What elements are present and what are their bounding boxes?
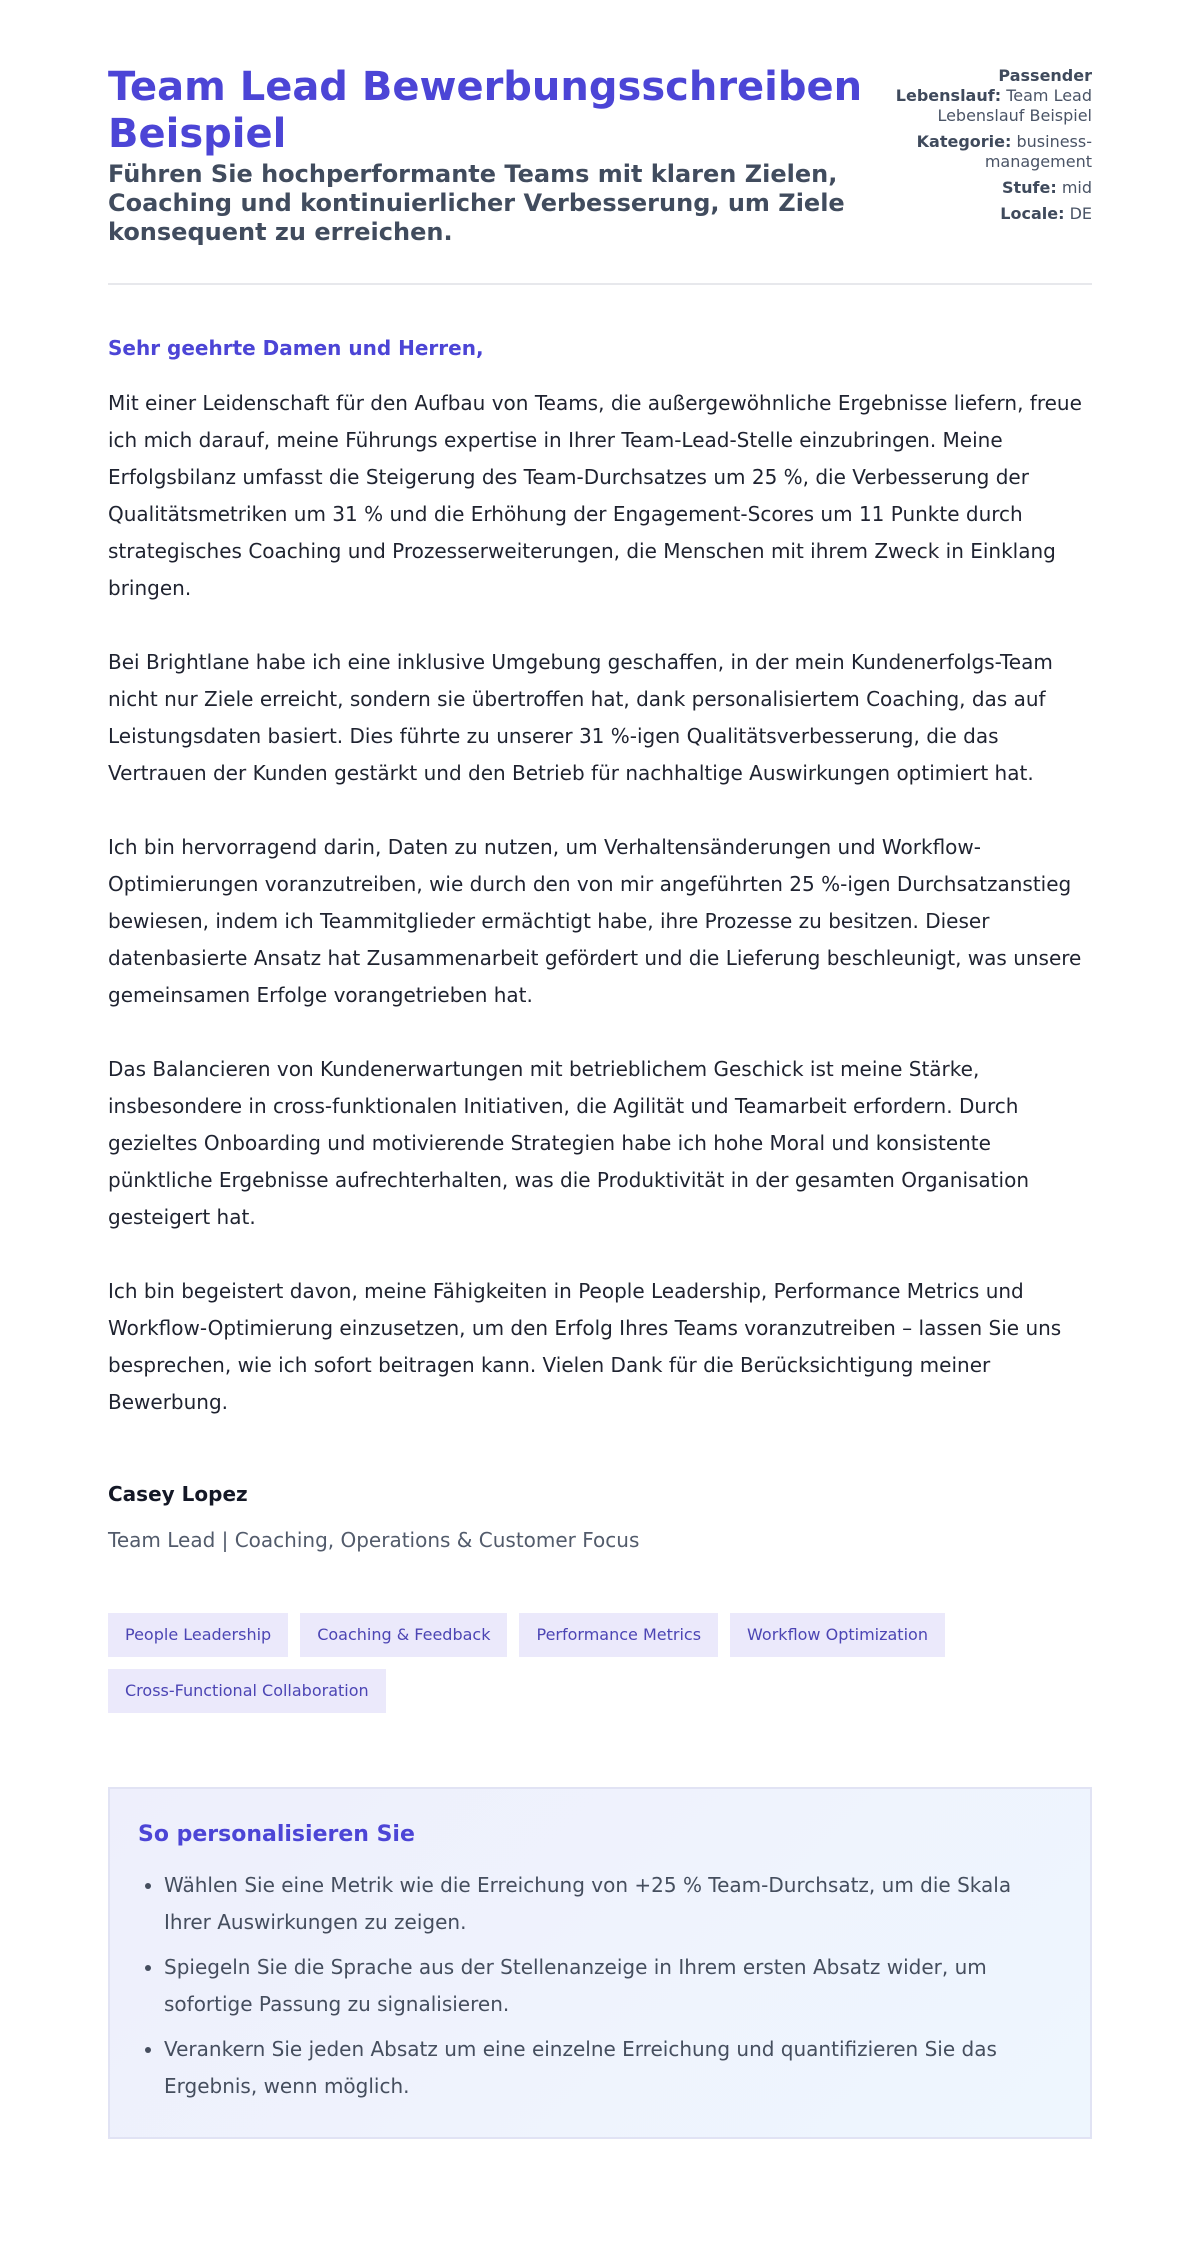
signature-name: Casey Lopez [108,1482,248,1506]
cover-letter [108,285,1092,1555]
tip-item: • Wählen Sie eine Metrik wie die Erreichung von +25 % Team-Durchsatz, um die Skala Ihrer Auswirkungen zu zeigen. [164,1867,1062,1941]
skill-tag: Cross-Functional Collaboration [108,1669,386,1713]
skill-tags [108,1613,1092,1713]
letter-paragraph: Bei Brightlane habe ich eine inklusive Umgebung geschaffen, in der mein Kundenerfolgs-Team nicht nur Ziele erreicht, sondern sie übertroffen hat, dank personalisiertem Coaching, das auf Leistungsdaten basiert. Dies führte zu unserer 31 %-igen Qualitätsverbesserung, die das Vertrauen der Kunden gestärkt und den Betrieb für nachhaltige Auswirkungen optimiert hat. [108,650,1053,785]
skill-tag: Performance Metrics [519,1613,718,1657]
header-titles [108,64,888,247]
skill-tag: Coaching & Feedback [300,1613,507,1657]
meta-value: DE [1069,204,1092,223]
meta-label: Passender Lebenslauf: [895,66,1092,105]
tips-title: So personalisieren Sie [138,1822,415,1847]
signature [108,1479,1092,1555]
meta-level [892,178,1092,198]
tip-item: • Spiegeln Sie die Sprache aus der Stellenanzeige in Ihrem ersten Absatz wider, um sofortige Passung zu signalisieren. [164,1949,1062,2023]
meta-value: Team Lead Lebenslauf Beispiel [937,86,1092,125]
page-title: Team Lead Bewerbungsschreiben Beispiel [108,64,863,157]
meta-value: business-management [984,132,1092,171]
tips-list [138,1867,1062,2105]
meta-label: Locale: [1000,204,1065,223]
tip-item: • Verankern Sie jeden Absatz um eine einzelne Erreichung und quantifizieren Sie das Ergebnis, wenn möglich. [164,2031,1062,2105]
meta-label: Stufe: [1001,178,1057,197]
meta-matching-resume [892,66,1092,126]
meta-locale [892,204,1092,224]
meta-panel [892,66,1092,230]
skill-tag: Workflow Optimization [730,1613,945,1657]
meta-label: Kategorie: [916,132,1012,151]
page-header [108,64,1092,285]
meta-value: mid [1061,178,1092,197]
letter-greeting: Sehr geehrte Damen und Herren, [108,336,484,360]
letter-paragraph: Ich bin hervorragend darin, Daten zu nutzen, um Verhaltensänderungen und Workflow-Optimierungen voranzutreiben, wie durch den von mir angeführten 25 %-igen Durchsatzanstieg bewiesen, indem ich Teammitglieder ermächtigt habe, ihre Prozesse zu besitzen. Dieser datenbasierte Ansatz hat Zusammenarbeit gefördert und die Lieferung beschleunigt, was unsere gemeinsamen Erfolge vorangetrieben hat. [108,835,1082,1007]
skill-tag: People Leadership [108,1613,288,1657]
personalization-tips [108,1787,1092,2139]
letter-paragraph: Das Balancieren von Kundenerwartungen mit betrieblichem Geschick ist meine Stärke, insbesondere in cross-funktionalen Initiativen, die Agilität und Teamarbeit erfordern. Durch gezieltes Onboarding und motivierende Strategien habe ich hohe Moral und konsistente pünktliche Ergebnisse aufrechterhalten, was die Produktivität in der gesamten Organisation gesteigert hat. [108,1057,1029,1229]
signature-title: Team Lead | Coaching, Operations & Customer Focus [108,1528,640,1552]
letter-paragraph: Mit einer Leidenschaft für den Aufbau von Teams, die außergewöhnliche Ergebnisse liefern, freue ich mich darauf, meine Führungs expertise in Ihrer Team-Lead-Stelle einzubringen. Meine Erfolgsbilanz umfasst die Steigerung des Team-Durchsatzes um 25 %, die Verbesserung der Qualitätsmetriken um 31 % und die Erhöhung der Engagement-Scores um 11 Punkte durch strategisches Coaching und Prozesserweiterungen, die Menschen mit ihrem Zweck in Einklang bringen. [108,391,1082,600]
page [108,0,1092,2139]
meta-category [892,132,1092,172]
letter-paragraph: Ich bin begeistert davon, meine Fähigkeiten in People Leadership, Performance Metrics und Workflow-Optimierung einzusetzen, um den Erfolg Ihres Teams voranzutreiben – lassen Sie uns besprechen, wie ich sofort beitragen kann. Vielen Dank für die Berücksichtigung meiner Bewerbung. [108,1279,1062,1414]
page-subtitle: Führen Sie hochperformante Teams mit klaren Zielen, Coaching und kontinuierlicher Verbesserung, um Ziele konsequent zu erreichen. [108,160,845,246]
